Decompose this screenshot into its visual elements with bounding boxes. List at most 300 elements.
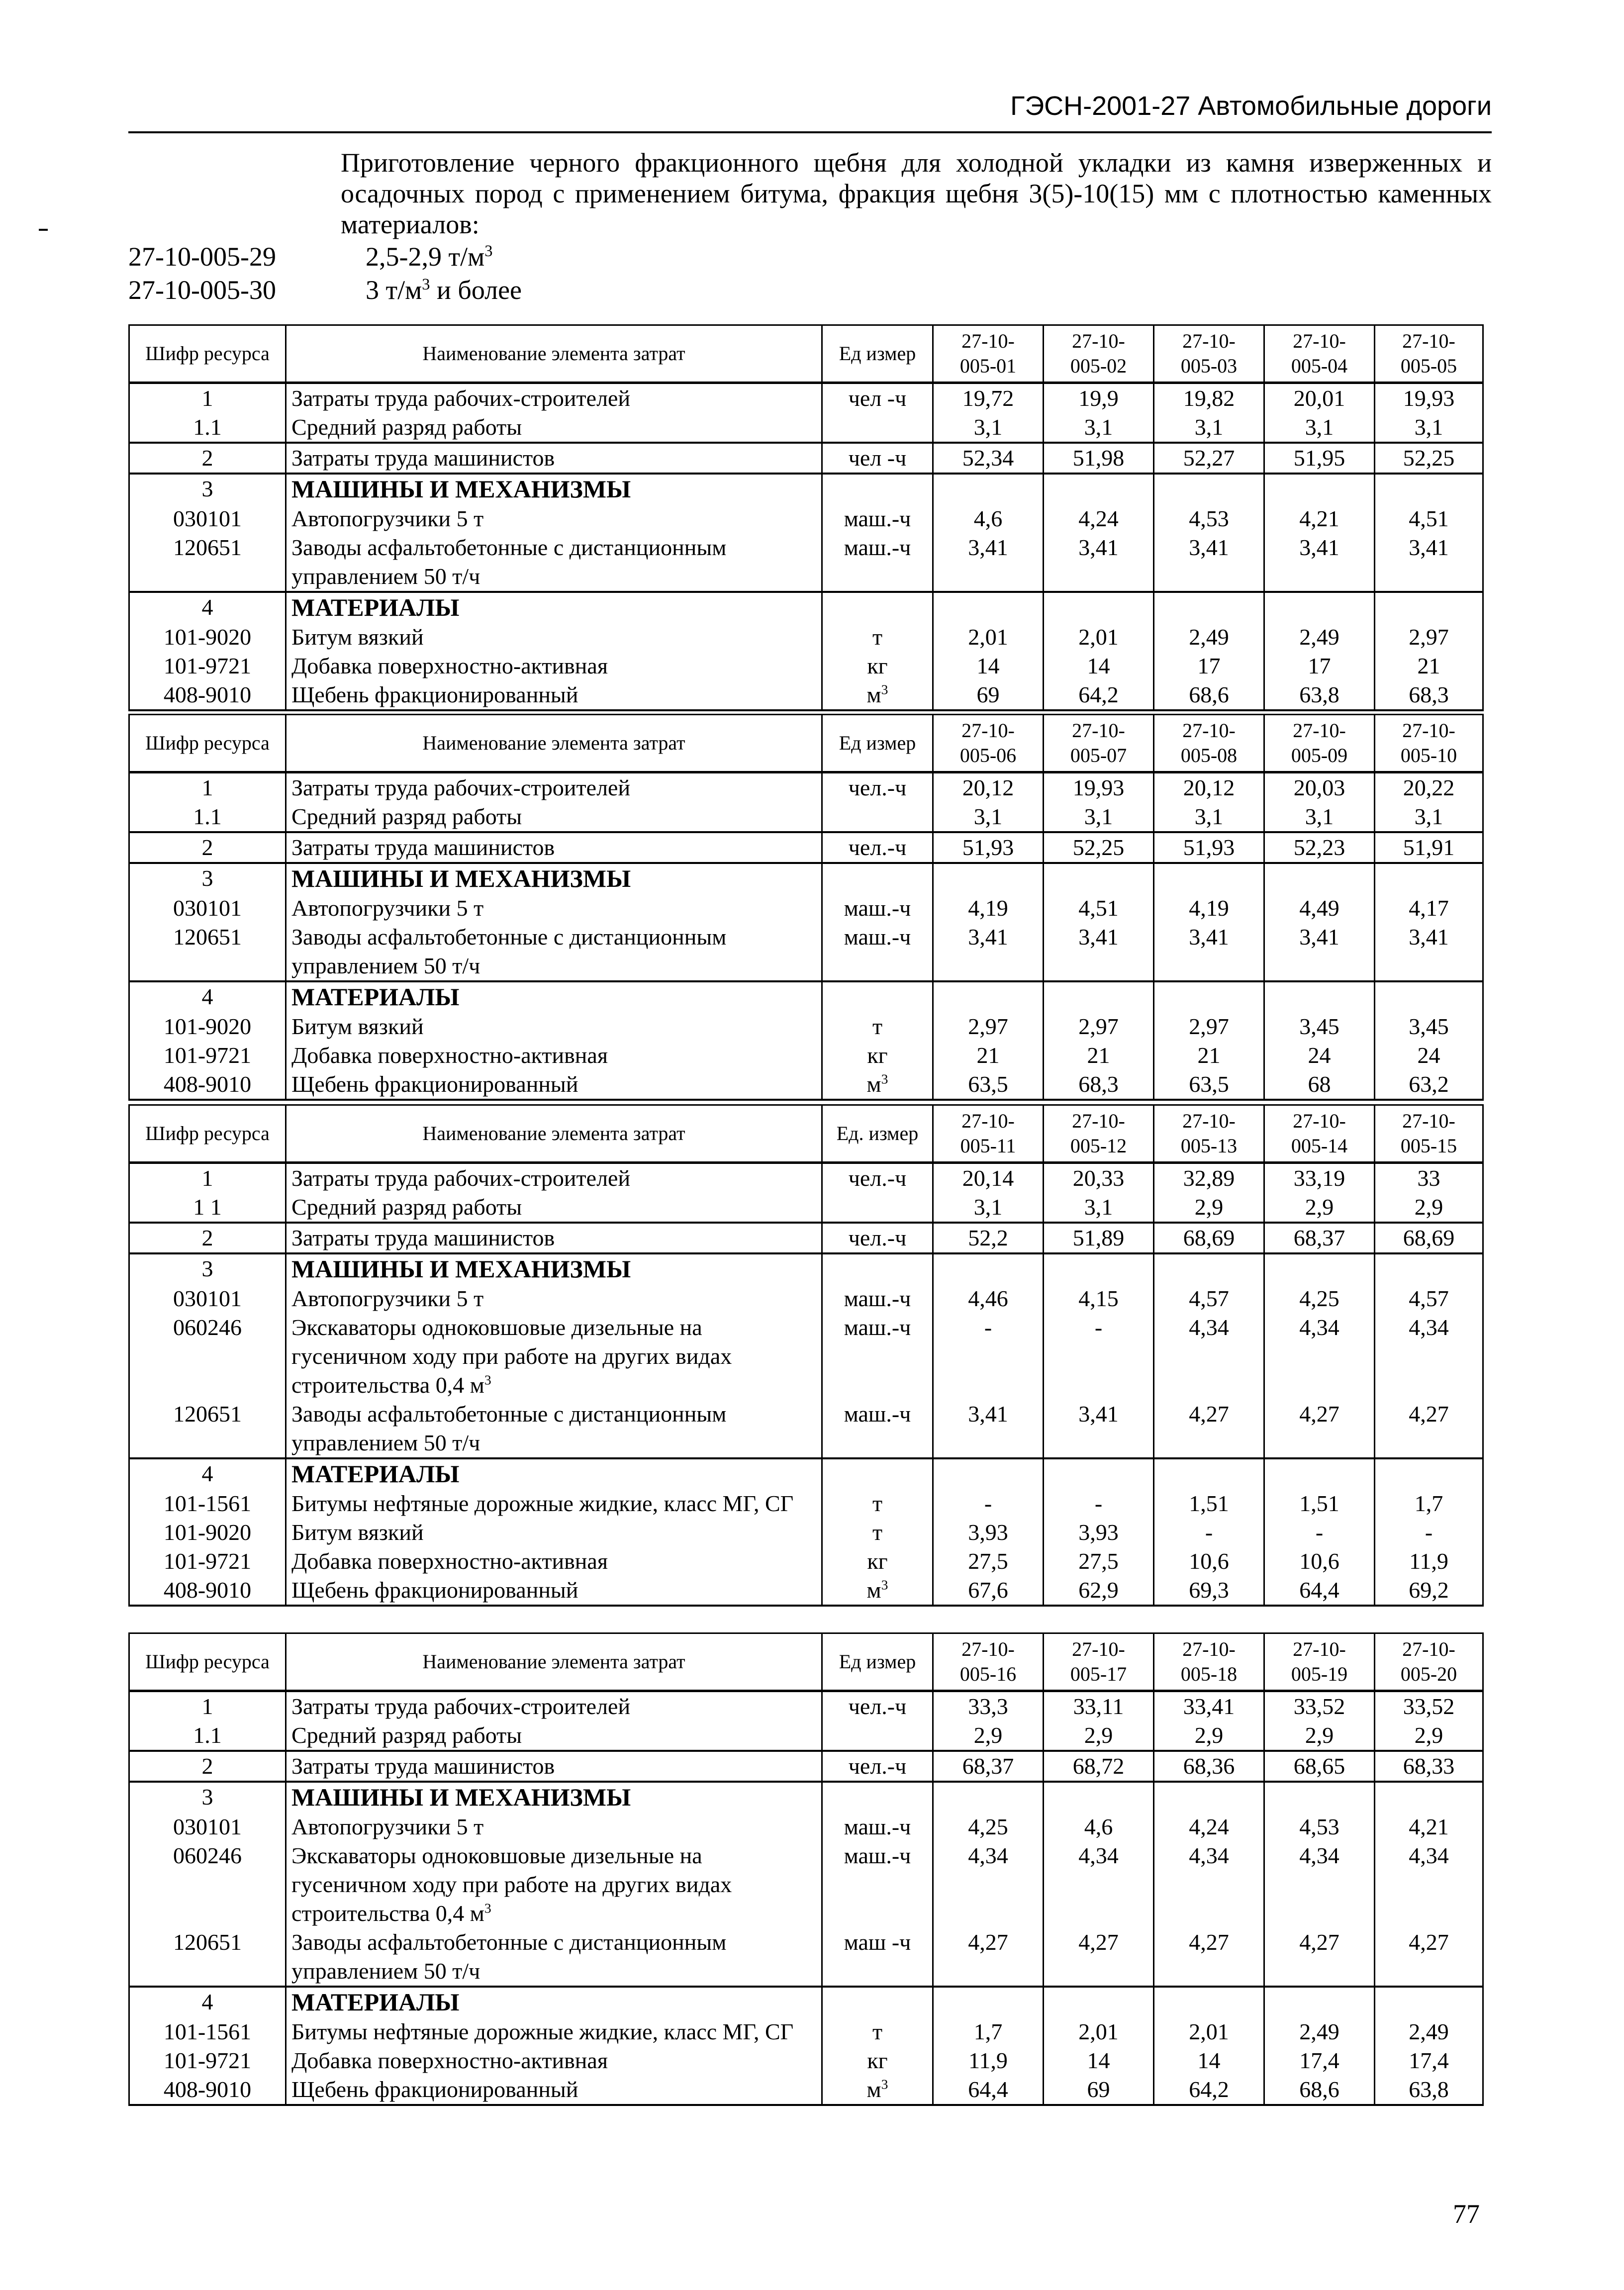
resource-code: 060246 <box>129 1313 286 1400</box>
norm-value: 4,27 <box>1264 1928 1375 1987</box>
resource-code: 1 1 <box>129 1193 286 1223</box>
norm-value: 68,3 <box>1044 1070 1154 1100</box>
norm-value: 3,1 <box>1044 1193 1154 1223</box>
norm-value: 20,01 <box>1264 383 1375 413</box>
norm-value: 33,52 <box>1375 1691 1483 1721</box>
norm-value: 4,19 <box>933 894 1044 923</box>
table-row <box>129 1193 1483 1223</box>
norm-value: 4,27 <box>933 1928 1044 1987</box>
resource-unit <box>822 474 933 504</box>
resource-name: Затраты труда машинистов <box>286 443 822 474</box>
norm-value <box>1044 474 1154 504</box>
header-norm-code: 27-10- 005-08 <box>1154 715 1264 772</box>
norm-value: 3,41 <box>1264 533 1375 592</box>
resource-name: МАШИНЫ И МЕХАНИЗМЫ <box>286 474 822 504</box>
norm-value: 11,9 <box>933 2046 1044 2075</box>
resource-code: 101-9721 <box>129 652 286 680</box>
norm-value: 2,49 <box>1375 2017 1483 2046</box>
norm-value: 4,15 <box>1044 1284 1154 1313</box>
header-norm-code: 27-10- 005-09 <box>1264 715 1375 772</box>
norm-value: 4,19 <box>1154 894 1264 923</box>
resource-unit: маш.-ч <box>822 504 933 533</box>
norm-value: 33,19 <box>1264 1163 1375 1193</box>
resource-unit: кг <box>822 2046 933 2075</box>
resource-name: Автопогрузчики 5 т <box>286 894 822 923</box>
norm-value: 1,51 <box>1154 1489 1264 1518</box>
norm-value <box>1044 981 1154 1012</box>
resource-name: МАШИНЫ И МЕХАНИЗМЫ <box>286 1253 822 1284</box>
norm-value: 51,93 <box>1154 832 1264 863</box>
resource-unit: маш.-ч <box>822 1400 933 1458</box>
code-number: 27-10-005-29 <box>128 242 276 272</box>
norm-value: 2,49 <box>1264 623 1375 652</box>
norm-value <box>933 981 1044 1012</box>
norm-value: 11,9 <box>1375 1547 1483 1576</box>
norm-value: 20,33 <box>1044 1163 1154 1193</box>
norm-value <box>1264 1987 1375 2017</box>
norm-value: 19,9 <box>1044 383 1154 413</box>
table-row <box>129 504 1483 533</box>
norm-value: 4,27 <box>1264 1400 1375 1458</box>
table-row <box>129 1070 1483 1100</box>
resource-code: 408-9010 <box>129 1070 286 1100</box>
resource-code: 4 <box>129 1458 286 1489</box>
table-row <box>129 1458 1483 1489</box>
resource-unit <box>822 981 933 1012</box>
norm-value: 4,57 <box>1154 1284 1264 1313</box>
norm-value: 3,41 <box>1264 923 1375 981</box>
resource-code: 030101 <box>129 1813 286 1841</box>
table-row <box>129 923 1483 981</box>
resource-unit <box>822 1458 933 1489</box>
norm-value: 33,52 <box>1264 1691 1375 1721</box>
norm-value: 4,27 <box>1154 1400 1264 1458</box>
resource-unit <box>822 1193 933 1223</box>
table-row <box>129 1928 1483 1987</box>
table-row <box>129 832 1483 863</box>
resource-unit: чел.-ч <box>822 1163 933 1193</box>
norm-value <box>933 1782 1044 1813</box>
norm-value: 4,46 <box>933 1284 1044 1313</box>
norm-value: 3,1 <box>1264 413 1375 443</box>
norm-value <box>1264 981 1375 1012</box>
resource-code: 101-9721 <box>129 1547 286 1576</box>
norm-value: 3,1 <box>1375 413 1483 443</box>
norm-value <box>1154 1987 1264 2017</box>
norm-value: 63,8 <box>1375 2075 1483 2105</box>
table-row <box>129 383 1483 413</box>
resource-unit: кг <box>822 1041 933 1070</box>
norm-value: 2,01 <box>1154 2017 1264 2046</box>
resource-unit: чел.-ч <box>822 1691 933 1721</box>
norm-value: 32,89 <box>1154 1163 1264 1193</box>
norm-value: 67,6 <box>933 1576 1044 1606</box>
table-row <box>129 1841 1483 1928</box>
resource-code: 408-9010 <box>129 680 286 710</box>
norm-value: 4,53 <box>1264 1813 1375 1841</box>
norm-value: 2,01 <box>933 623 1044 652</box>
norm-value: 68,37 <box>933 1751 1044 1782</box>
resource-code: 1.1 <box>129 1721 286 1751</box>
table-row <box>129 2046 1483 2075</box>
norm-value <box>1375 1782 1483 1813</box>
table-row <box>129 1489 1483 1518</box>
resource-table <box>128 714 1484 1101</box>
resource-unit: $м^3$ <box>822 680 933 710</box>
resource-code: 101-9020 <box>129 623 286 652</box>
header-unit: Ед измер <box>822 325 933 383</box>
norm-value: 2,9 <box>1264 1721 1375 1751</box>
running-header <box>128 91 1492 133</box>
resource-code: 120651 <box>129 533 286 592</box>
resource-unit <box>822 802 933 832</box>
resource-code: 1.1 <box>129 802 286 832</box>
norm-value: 33,41 <box>1154 1691 1264 1721</box>
resource-code: 101-9721 <box>129 2046 286 2075</box>
norm-value: 2,01 <box>1044 2017 1154 2046</box>
table-row <box>129 2017 1483 2046</box>
header-norm-code: 27-10- 005-14 <box>1264 1105 1375 1163</box>
resource-unit <box>822 1721 933 1751</box>
code-density: 3 $т/м^3$ и более <box>366 275 522 305</box>
header-title: ГЭСН-2001-27 Автомобильные дороги <box>1010 91 1492 121</box>
norm-value: 63,5 <box>1154 1070 1264 1100</box>
norm-value <box>1375 1458 1483 1489</box>
norm-value <box>933 1987 1044 2017</box>
norm-value: 3,41 <box>1375 923 1483 981</box>
header-norm-code: 27-10- 005-20 <box>1375 1633 1483 1691</box>
norm-value: 4,34 <box>1375 1841 1483 1928</box>
resource-code: 4 <box>129 1987 286 2017</box>
norm-value: 2,9 <box>1375 1721 1483 1751</box>
table-row <box>129 1518 1483 1547</box>
resource-code: 1.1 <box>129 413 286 443</box>
norm-value: 2,9 <box>1044 1721 1154 1751</box>
norm-value: 3,1 <box>1044 802 1154 832</box>
header-norm-code: 27-10- 005-13 <box>1154 1105 1264 1163</box>
resource-name: Заводы асфальтобетонные с дистанционным управлением 50 т/ч <box>286 533 822 592</box>
resource-code: 101-9020 <box>129 1012 286 1041</box>
norm-value <box>1154 1458 1264 1489</box>
resource-name: Добавка поверхностно-активная <box>286 1041 822 1070</box>
resource-unit <box>822 1253 933 1284</box>
resource-unit: т <box>822 1012 933 1041</box>
norm-value: 68,69 <box>1154 1223 1264 1253</box>
resource-name: МАШИНЫ И МЕХАНИЗМЫ <box>286 863 822 894</box>
resource-code: 2 <box>129 832 286 863</box>
norm-value: 64,2 <box>1154 2075 1264 2105</box>
norm-value: - <box>933 1489 1044 1518</box>
resource-code: 101-1561 <box>129 2017 286 2046</box>
norm-value: - <box>1375 1518 1483 1547</box>
header-norm-code: 27-10- 005-02 <box>1044 325 1154 383</box>
resource-name: Средний разряд работы <box>286 413 822 443</box>
norm-value: - <box>1154 1518 1264 1547</box>
norm-value: - <box>1044 1489 1154 1518</box>
norm-value: 4,57 <box>1375 1284 1483 1313</box>
norm-value: 20,14 <box>933 1163 1044 1193</box>
resource-unit: т <box>822 1489 933 1518</box>
norm-value: 2,9 <box>933 1721 1044 1751</box>
resource-table <box>128 1104 1484 1607</box>
norm-value <box>1375 863 1483 894</box>
resource-name: Щебень фракционированный <box>286 2075 822 2105</box>
norm-value: 4,21 <box>1375 1813 1483 1841</box>
norm-value: 10,6 <box>1264 1547 1375 1576</box>
norm-value <box>1375 1253 1483 1284</box>
resource-code: 101-1561 <box>129 1489 286 1518</box>
norm-value: 68,36 <box>1154 1751 1264 1782</box>
resource-name: Затраты труда рабочих-строителей <box>286 1691 822 1721</box>
norm-value: 4,34 <box>1264 1313 1375 1400</box>
norm-value: 19,82 <box>1154 383 1264 413</box>
resource-unit <box>822 863 933 894</box>
norm-value: 3,41 <box>1375 533 1483 592</box>
header-norm-code: 27-10- 005-17 <box>1044 1633 1154 1691</box>
norm-value <box>1154 863 1264 894</box>
norm-value <box>1154 1782 1264 1813</box>
header-name: Наименование элемента затрат <box>286 325 822 383</box>
resource-code: 3 <box>129 1253 286 1284</box>
resource-unit: маш.-ч <box>822 1841 933 1928</box>
norm-value: 14 <box>1044 652 1154 680</box>
header-norm-code: 27-10- 005-07 <box>1044 715 1154 772</box>
resource-code: 030101 <box>129 894 286 923</box>
norm-value: 51,91 <box>1375 832 1483 863</box>
norm-value: 17 <box>1154 652 1264 680</box>
norm-value: 1,7 <box>933 2017 1044 2046</box>
table-row <box>129 413 1483 443</box>
table-row <box>129 1813 1483 1841</box>
resource-code: 408-9010 <box>129 1576 286 1606</box>
resource-code: 1 <box>129 1691 286 1721</box>
norm-value: 4,21 <box>1264 504 1375 533</box>
header-norm-code: 27-10- 005-10 <box>1375 715 1483 772</box>
norm-value: 21 <box>1044 1041 1154 1070</box>
norm-value: 14 <box>1044 2046 1154 2075</box>
resource-code: 120651 <box>129 1400 286 1458</box>
resource-code: 060246 <box>129 1841 286 1928</box>
norm-value: 2,9 <box>1154 1721 1264 1751</box>
norm-value: 64,4 <box>1264 1576 1375 1606</box>
norm-value: 33 <box>1375 1163 1483 1193</box>
norm-value: 33,3 <box>933 1691 1044 1721</box>
resource-unit: чел.-ч <box>822 772 933 803</box>
header-name: Наименование элемента затрат <box>286 715 822 772</box>
norm-value: - <box>1044 1313 1154 1400</box>
margin-mark <box>39 229 48 231</box>
norm-value: 3,1 <box>933 1193 1044 1223</box>
norm-value: 3,45 <box>1264 1012 1375 1041</box>
header-norm-code: 27-10- 005-16 <box>933 1633 1044 1691</box>
resource-unit: маш.-ч <box>822 1313 933 1400</box>
norm-value: 68,6 <box>1264 2075 1375 2105</box>
resource-name: Битум вязкий <box>286 623 822 652</box>
table-row <box>129 474 1483 504</box>
code-density: 2,5-2,9 $т/м^3$ <box>366 242 493 272</box>
norm-value: 33,11 <box>1044 1691 1154 1721</box>
table-row <box>129 1223 1483 1253</box>
norm-value <box>1044 1458 1154 1489</box>
header-norm-code: 27-10- 005-11 <box>933 1105 1044 1163</box>
header-code: Шифр ресурса <box>129 1105 286 1163</box>
norm-value <box>1264 1782 1375 1813</box>
norm-value: 24 <box>1264 1041 1375 1070</box>
norm-value: 3,1 <box>1044 413 1154 443</box>
norm-value: 20,03 <box>1264 772 1375 803</box>
norm-value: 68,72 <box>1044 1751 1154 1782</box>
norm-value: 21 <box>1154 1041 1264 1070</box>
norm-value: 64,2 <box>1044 680 1154 710</box>
resource-unit: т <box>822 623 933 652</box>
resource-unit: кг <box>822 1547 933 1576</box>
resource-code: 3 <box>129 474 286 504</box>
table-row <box>129 652 1483 680</box>
norm-value: 69,2 <box>1375 1576 1483 1606</box>
norm-value <box>1375 981 1483 1012</box>
norm-value: 4,6 <box>933 504 1044 533</box>
resource-unit <box>822 1987 933 2017</box>
norm-value: 21 <box>933 1041 1044 1070</box>
norm-value: 19,72 <box>933 383 1044 413</box>
header-name: Наименование элемента затрат <box>286 1633 822 1691</box>
table-row <box>129 802 1483 832</box>
resource-name: МАШИНЫ И МЕХАНИЗМЫ <box>286 1782 822 1813</box>
resource-code: 030101 <box>129 504 286 533</box>
norm-value <box>1154 981 1264 1012</box>
header-code: Шифр ресурса <box>129 325 286 383</box>
norm-value: 51,95 <box>1264 443 1375 474</box>
norm-value: 20,12 <box>1154 772 1264 803</box>
norm-value: 4,51 <box>1044 894 1154 923</box>
table-row <box>129 1547 1483 1576</box>
resource-code: 101-9721 <box>129 1041 286 1070</box>
resource-name: Добавка поверхностно-активная <box>286 1547 822 1576</box>
norm-value: 2,49 <box>1154 623 1264 652</box>
resource-code: 3 <box>129 1782 286 1813</box>
norm-value: 1,51 <box>1264 1489 1375 1518</box>
norm-value: 4,6 <box>1044 1813 1154 1841</box>
resource-code: 4 <box>129 592 286 623</box>
norm-value: 64,4 <box>933 2075 1044 2105</box>
norm-value: 20,12 <box>933 772 1044 803</box>
norm-value: 4,27 <box>1154 1928 1264 1987</box>
resource-name: Заводы асфальтобетонные с дистанционным управлением 50 т/ч <box>286 1928 822 1987</box>
resource-unit: чел.-ч <box>822 1223 933 1253</box>
norm-value: 21 <box>1375 652 1483 680</box>
header-norm-code: 27-10- 005-01 <box>933 325 1044 383</box>
header-norm-code: 27-10- 005-03 <box>1154 325 1264 383</box>
norm-value: 24 <box>1375 1041 1483 1070</box>
norm-value: 19,93 <box>1375 383 1483 413</box>
table-row <box>129 894 1483 923</box>
norm-value: 52,27 <box>1154 443 1264 474</box>
table-row <box>129 981 1483 1012</box>
norm-value <box>1375 474 1483 504</box>
norm-value <box>933 474 1044 504</box>
table-row <box>129 1012 1483 1041</box>
resource-unit: $м^3$ <box>822 1576 933 1606</box>
table-row <box>129 1576 1483 1606</box>
resource-name: Автопогрузчики 5 т <box>286 504 822 533</box>
resource-name: Затраты труда рабочих-строителей <box>286 1163 822 1193</box>
resource-code: 4 <box>129 981 286 1012</box>
page-number: 77 <box>1453 2199 1480 2229</box>
norm-value: 68,69 <box>1375 1223 1483 1253</box>
norm-value <box>933 592 1044 623</box>
resource-unit: маш -ч <box>822 1928 933 1987</box>
norm-value <box>1264 863 1375 894</box>
resource-name: Щебень фракционированный <box>286 1070 822 1100</box>
table-row <box>129 1751 1483 1782</box>
table-row <box>129 1987 1483 2017</box>
norm-value <box>1044 863 1154 894</box>
resource-unit: маш.-ч <box>822 923 933 981</box>
intro-paragraph: Приготовление черного фракционного щебня для холодной укладки из камня изверженных и осадочных пород с применением битума, фракция щебня 3(5)-10(15) мм с плотностью каменных материалов: <box>341 148 1492 239</box>
resource-name: Средний разряд работы <box>286 1193 822 1223</box>
norm-value: 17,4 <box>1375 2046 1483 2075</box>
norm-value: 4,24 <box>1154 1813 1264 1841</box>
norm-value: 3,1 <box>933 413 1044 443</box>
norm-value: 2,01 <box>1044 623 1154 652</box>
resource-name: МАТЕРИАЛЫ <box>286 1987 822 2017</box>
norm-value <box>1264 1253 1375 1284</box>
resource-unit: $м^3$ <box>822 2075 933 2105</box>
norm-value: 4,25 <box>933 1813 1044 1841</box>
resource-name: Щебень фракционированный <box>286 680 822 710</box>
norm-value: 2,97 <box>1154 1012 1264 1041</box>
norm-value: 3,41 <box>933 923 1044 981</box>
norm-value: 51,89 <box>1044 1223 1154 1253</box>
norm-value: 10,6 <box>1154 1547 1264 1576</box>
norm-value: 3,41 <box>1154 533 1264 592</box>
norm-value: 52,25 <box>1375 443 1483 474</box>
norm-value: 27,5 <box>933 1547 1044 1576</box>
resource-code: 1 <box>129 772 286 803</box>
norm-value: 69 <box>933 680 1044 710</box>
resource-code: 120651 <box>129 923 286 981</box>
resource-name: МАТЕРИАЛЫ <box>286 1458 822 1489</box>
norm-value <box>1154 1253 1264 1284</box>
norm-value: 3,41 <box>1044 533 1154 592</box>
table-row <box>129 443 1483 474</box>
resource-name: Средний разряд работы <box>286 1721 822 1751</box>
code-number: 27-10-005-30 <box>128 275 276 305</box>
norm-value: 2,9 <box>1154 1193 1264 1223</box>
resource-name: Битумы нефтяные дорожные жидкие, класс МГ, СГ <box>286 1489 822 1518</box>
norm-value <box>1154 474 1264 504</box>
norm-value: 3,41 <box>933 1400 1044 1458</box>
resource-code: 120651 <box>129 1928 286 1987</box>
norm-value <box>1044 1987 1154 2017</box>
table-row <box>129 1400 1483 1458</box>
norm-value <box>1375 592 1483 623</box>
resource-name: Добавка поверхностно-активная <box>286 2046 822 2075</box>
table-row <box>129 772 1483 803</box>
code-line-29 <box>0 241 1624 272</box>
table-row <box>129 863 1483 894</box>
norm-value: 52,25 <box>1044 832 1154 863</box>
header-unit: Ед. измер <box>822 1105 933 1163</box>
norm-value: 4,24 <box>1044 504 1154 533</box>
resource-unit: чел -ч <box>822 383 933 413</box>
resource-name: Экскаваторы одноковшовые дизельные на гусеничном ходу при работе на других видах строительства 0,4 $м^3$ <box>286 1313 822 1400</box>
norm-value: 68,65 <box>1264 1751 1375 1782</box>
norm-value: 17,4 <box>1264 2046 1375 2075</box>
norm-value: 4,34 <box>1044 1841 1154 1928</box>
norm-value: 4,53 <box>1154 504 1264 533</box>
norm-value: - <box>1264 1518 1375 1547</box>
